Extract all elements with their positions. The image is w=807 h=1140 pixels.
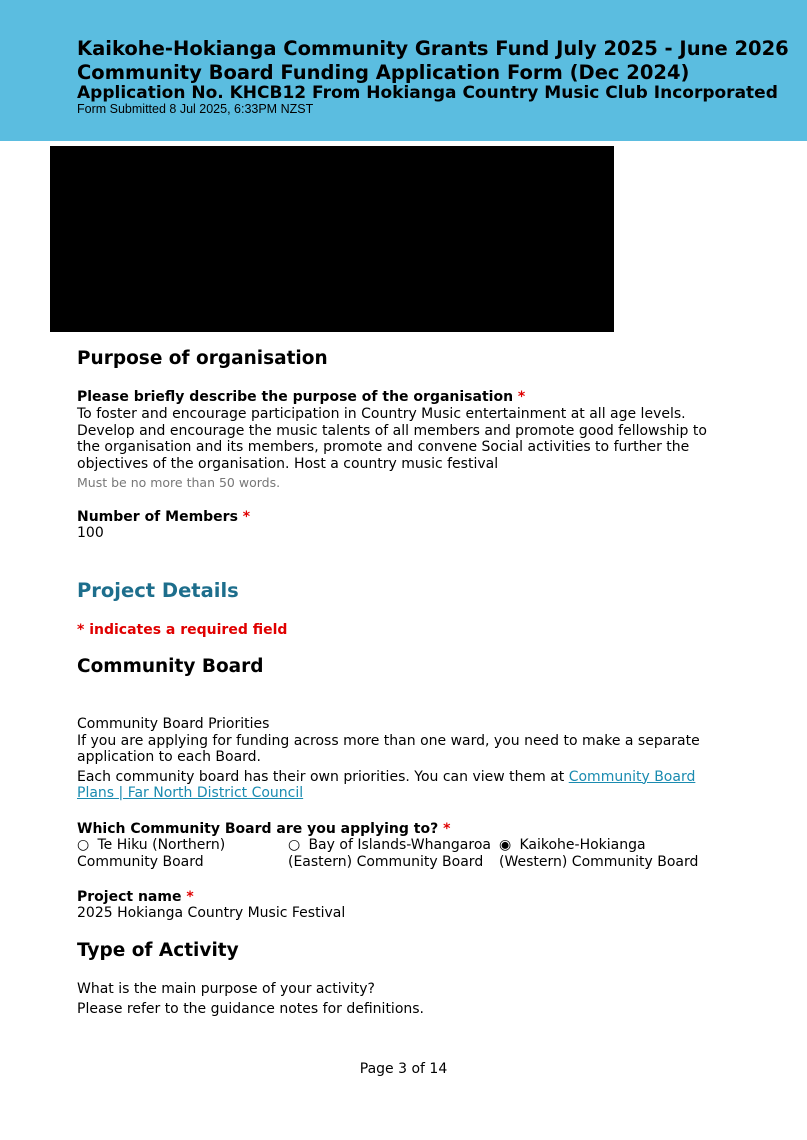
purpose-answer-line: objectives of the organisation. Host a country music festival <box>77 455 499 472</box>
radio-label: Community Board <box>77 853 204 870</box>
members-value: 100 <box>77 525 104 541</box>
board-question-text: Which Community Board are you applying to? <box>77 821 439 837</box>
priorities-text: If you are applying for funding across more than one ward, you need to make a separate <box>77 732 700 749</box>
priorities-link-line <box>77 785 777 802</box>
radio-unchecked-icon[interactable]: ○ <box>77 837 90 853</box>
priorities-text: application to each Board. <box>77 749 261 765</box>
purpose-answer <box>77 406 777 472</box>
radio-option-te-hiku[interactable] <box>77 837 225 870</box>
community-board-plans-link[interactable]: Community Board <box>568 768 696 785</box>
radio-unchecked-icon[interactable]: ○ <box>288 837 301 853</box>
page-number: Page 3 of 14 <box>359 1061 448 1077</box>
priorities-block <box>77 716 777 802</box>
community-board-title: Community Board <box>77 656 264 677</box>
priorities-link-line <box>77 769 777 786</box>
radio-label: Bay of Islands-Whangaroa <box>308 837 491 853</box>
word-limit-hint: Must be no more than 50 words. <box>77 475 281 490</box>
submission-timestamp: Form Submitted 8 Jul 2025, 6:33PM NZST <box>77 102 314 116</box>
application-number: Application No. KHCB12 From Hokianga Country Music Club Incorporated <box>77 83 778 103</box>
activity-section-title: Type of Activity <box>77 940 239 961</box>
purpose-answer-line: the organisation and its members, promote and convene Social activities to further the <box>77 439 690 455</box>
project-name-value: 2025 Hokianga Country Music Festival <box>77 905 346 921</box>
activity-question: What is the main purpose of your activity? <box>77 981 375 997</box>
form-header <box>0 0 807 141</box>
required-marker: * <box>517 389 526 405</box>
radio-checked-icon[interactable]: ◉ <box>499 837 512 853</box>
radio-label: Kaikohe-Hokianga <box>519 837 646 853</box>
project-name-label-text: Project name <box>77 889 182 905</box>
project-name-label <box>77 889 194 905</box>
priorities-heading: Community Board Priorities <box>77 716 270 732</box>
board-question <box>77 821 450 837</box>
purpose-question-text: Please briefly describe the purpose of the organisation <box>77 389 514 405</box>
project-details-title: Project Details <box>77 579 239 602</box>
members-label <box>77 509 250 525</box>
redacted-block <box>50 146 614 332</box>
radio-label: (Eastern) Community Board <box>288 853 484 870</box>
members-label-text: Number of Members <box>77 509 238 525</box>
radio-label: (Western) Community Board <box>499 853 699 870</box>
required-marker: * <box>186 889 194 905</box>
purpose-question <box>77 389 525 405</box>
radio-option-kaikohe-hokianga[interactable] <box>499 837 698 870</box>
activity-guidance: Please refer to the guidance notes for definitions. <box>77 1001 424 1017</box>
purpose-section-title: Purpose of organisation <box>77 348 328 369</box>
purpose-answer-line: To foster and encourage participation in Country Music entertainment at all age levels. <box>77 406 686 422</box>
required-marker: * <box>242 509 251 525</box>
fund-title: Kaikohe-Hokianga Community Grants Fund July 2025 - June 2026 <box>77 37 789 60</box>
required-marker: * <box>443 821 451 837</box>
radio-label: Te Hiku (Northern) <box>97 837 226 853</box>
priorities-text: Each community board has their own priorities. You can view them at <box>77 768 565 785</box>
form-title: Community Board Funding Application Form (Dec 2024) <box>77 61 690 84</box>
radio-option-bay-of-islands[interactable] <box>288 837 491 870</box>
community-board-plans-link[interactable]: Plans | Far North District Council <box>77 785 304 801</box>
required-field-note: * indicates a required field <box>77 622 288 638</box>
purpose-answer-line: Develop and encourage the music talents of all members and promote good fellowship to <box>77 422 707 439</box>
